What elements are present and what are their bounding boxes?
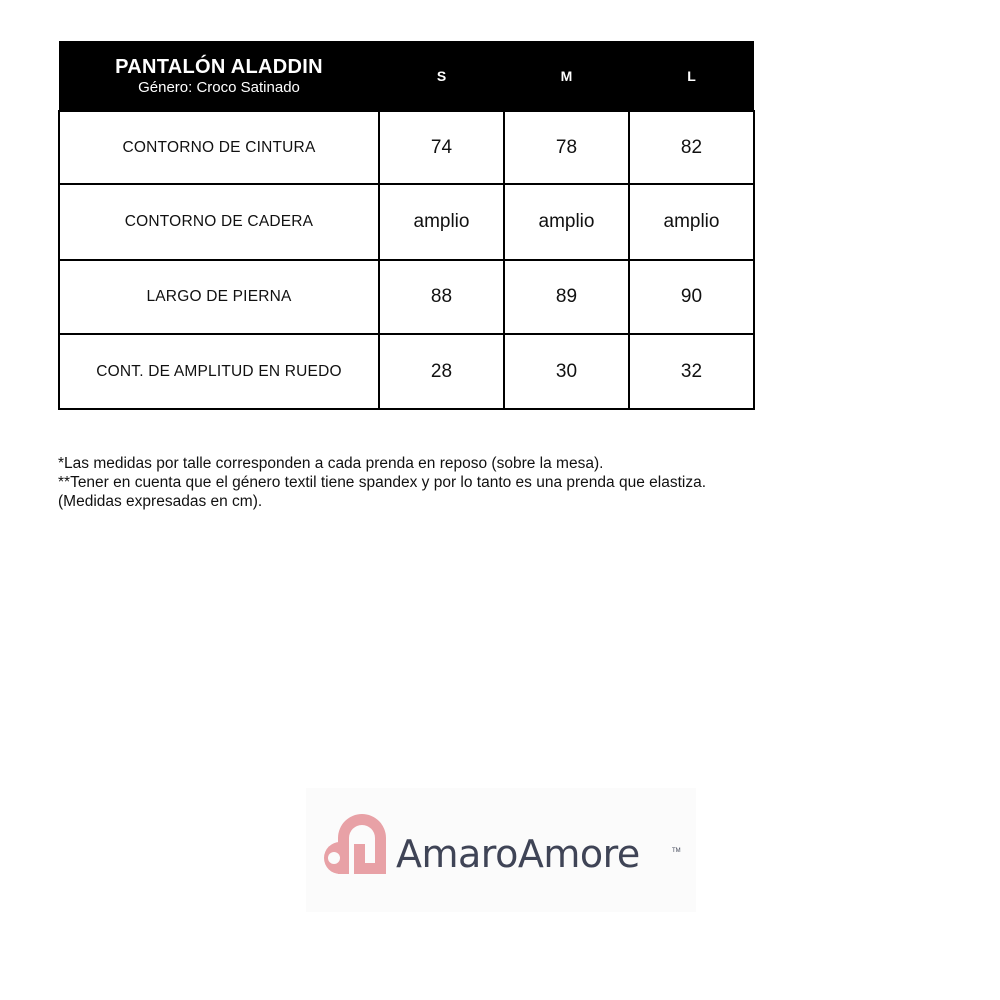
row-value: 90	[629, 260, 754, 334]
table-row	[59, 184, 754, 260]
row-value: amplio	[504, 184, 629, 260]
footnote-units: (Medidas expresadas en cm).	[58, 493, 263, 510]
size-chart-table	[58, 41, 755, 410]
table-header-row	[59, 41, 754, 111]
product-title: PANTALÓN ALADDIN	[115, 55, 323, 78]
row-value: amplio	[629, 184, 754, 260]
row-value: 78	[504, 111, 629, 184]
row-value: 89	[504, 260, 629, 334]
table-row	[59, 334, 754, 409]
row-value: 28	[379, 334, 504, 409]
row-value: amplio	[379, 184, 504, 260]
row-value: 30	[504, 334, 629, 409]
size-header-l: L	[629, 41, 754, 111]
aa-monogram-icon	[318, 808, 386, 876]
row-label: CONTORNO DE CINTURA	[59, 111, 379, 184]
trademark-symbol: TM	[672, 848, 681, 854]
row-value: 88	[379, 260, 504, 334]
row-label: CONT. DE AMPLITUD EN RUEDO	[59, 334, 379, 409]
row-value: 82	[629, 111, 754, 184]
row-value: 74	[379, 111, 504, 184]
table-header-title-cell	[59, 41, 379, 111]
row-label: LARGO DE PIERNA	[59, 260, 379, 334]
size-header-m: M	[504, 41, 629, 111]
footnote-spandex: **Tener en cuenta que el género textil tiene spandex y por lo tanto es una prenda que elastiza.	[58, 474, 707, 491]
footnote-rest-measure: *Las medidas por talle corresponden a cada prenda en reposo (sobre la mesa).	[58, 455, 604, 472]
brand-logo	[306, 788, 696, 912]
fabric-subtitle: Género: Croco Satinado	[138, 78, 300, 96]
table-row	[59, 111, 754, 184]
row-label: CONTORNO DE CADERA	[59, 184, 379, 260]
brand-wordmark: AmaroAmore	[396, 832, 640, 876]
row-value: 32	[629, 334, 754, 409]
table-row	[59, 260, 754, 334]
size-header-s: S	[379, 41, 504, 111]
footnotes	[58, 454, 958, 511]
